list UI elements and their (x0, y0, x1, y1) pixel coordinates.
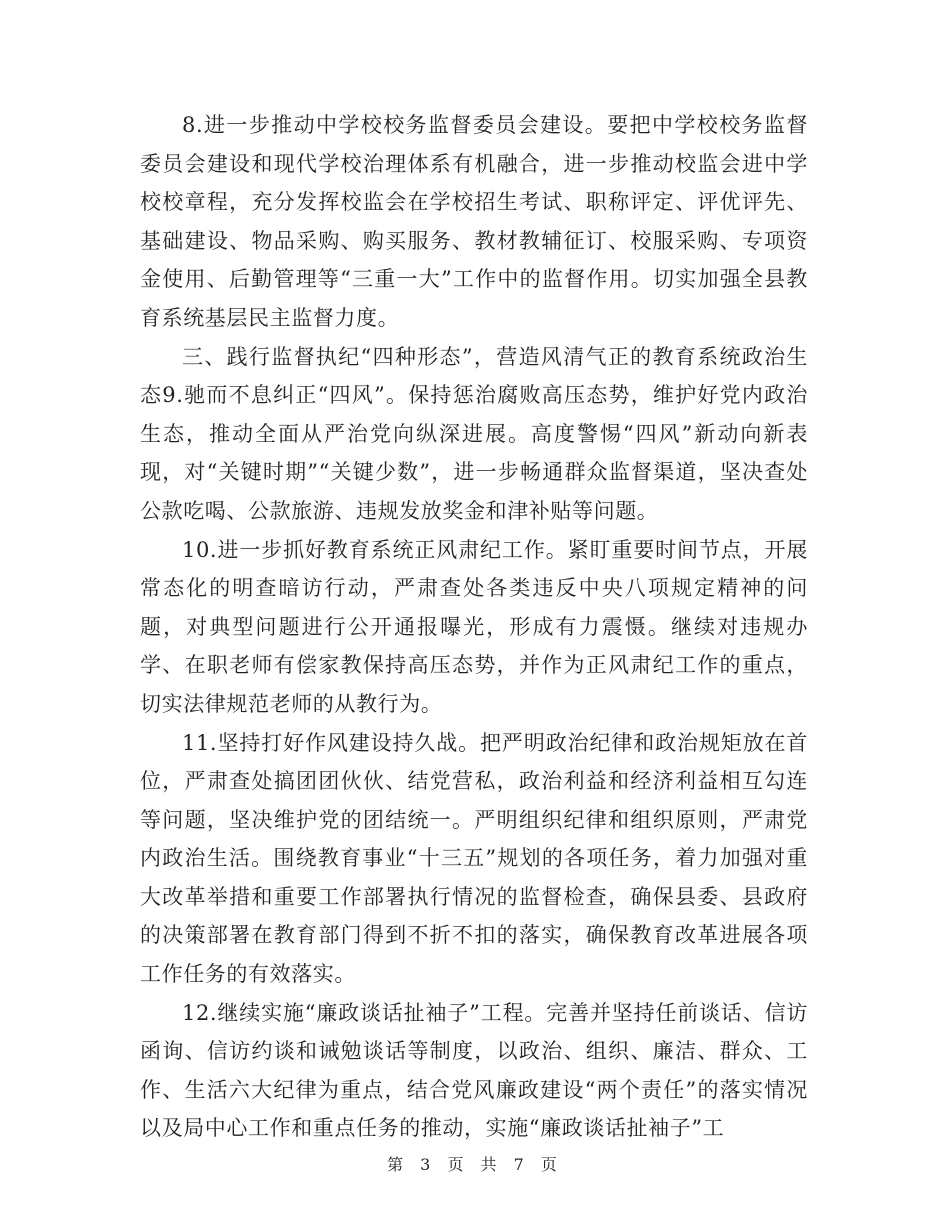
paragraph-12: 12.继续实施“廉政谈话扯袖子”工程。完善并坚持任前谈话、信访函询、信访约谈和诫勉谈话等制度，以政治、组织、廉洁、群众、工作、生活六大纪律为重点，结合党风廉政建设“两个责任”的落实情况以及局中心工作和重点任务的推动，实施“廉政谈话扯袖子”工 (140, 1000, 808, 1141)
paragraph-section-3: 三、践行监督执纪“四种形态”，营造风清气正的教育系统政治生态9.驰而不息纠正“四风”。保持惩治腐败高压态势，维护好党内政治生态，推动全面从严治党向纵深进展。高度警惕“四风”新动向新表现，对“关键时期”“关键少数”，进一步畅通群众监督渠道，坚决查处公款吃喝、公款旅游、违规发放奖金和津补贴等问题。 (140, 344, 808, 523)
document-body (140, 106, 808, 1148)
paragraph-8: 8.进一步推动中学校校务监督委员会建设。要把中学校校务监督委员会建设和现代学校治理体系有机融合，进一步推动校监会进中学校校章程，充分发挥校监会在学校招生考试、职称评定、评优评先、基础建设、物品采购、购买服务、教材教辅征订、校服采购、专项资金使用、后勤管理等“三重一大”工作中的监督作用。切实加强全县教育系统基层民主监督力度。 (140, 113, 808, 330)
page-number-footer: 第 3 页 共 7 页 (387, 1155, 563, 1174)
paragraph-10: 10.进一步抓好教育系统正风肃纪工作。紧盯重要时间节点，开展常态化的明查暗访行动，严肃查处各类违反中央八项规定精神的问题，对典型问题进行公开通报曝光，形成有力震慑。继续对违规办学、在职老师有偿家教保持高压态势，并作为正风肃纪工作的重点，切实法律规范老师的从教行为。 (140, 537, 808, 716)
paragraph-11: 11.坚持打好作风建设持久战。把严明政治纪律和政治规矩放在首位，严肃查处搞团团伙伙、结党营私，政治利益和经济利益相互勾连等问题，坚决维护党的团结统一。严明组织纪律和组织原则，严肃党内政治生活。围绕教育事业“十三五”规划的各项任务，着力加强对重大改革举措和重要工作部署执行情况的监督检查，确保县委、县政府的决策部署在教育部门得到不折不扣的落实，确保教育改革进展各项工作任务的有效落实。 (140, 730, 808, 987)
